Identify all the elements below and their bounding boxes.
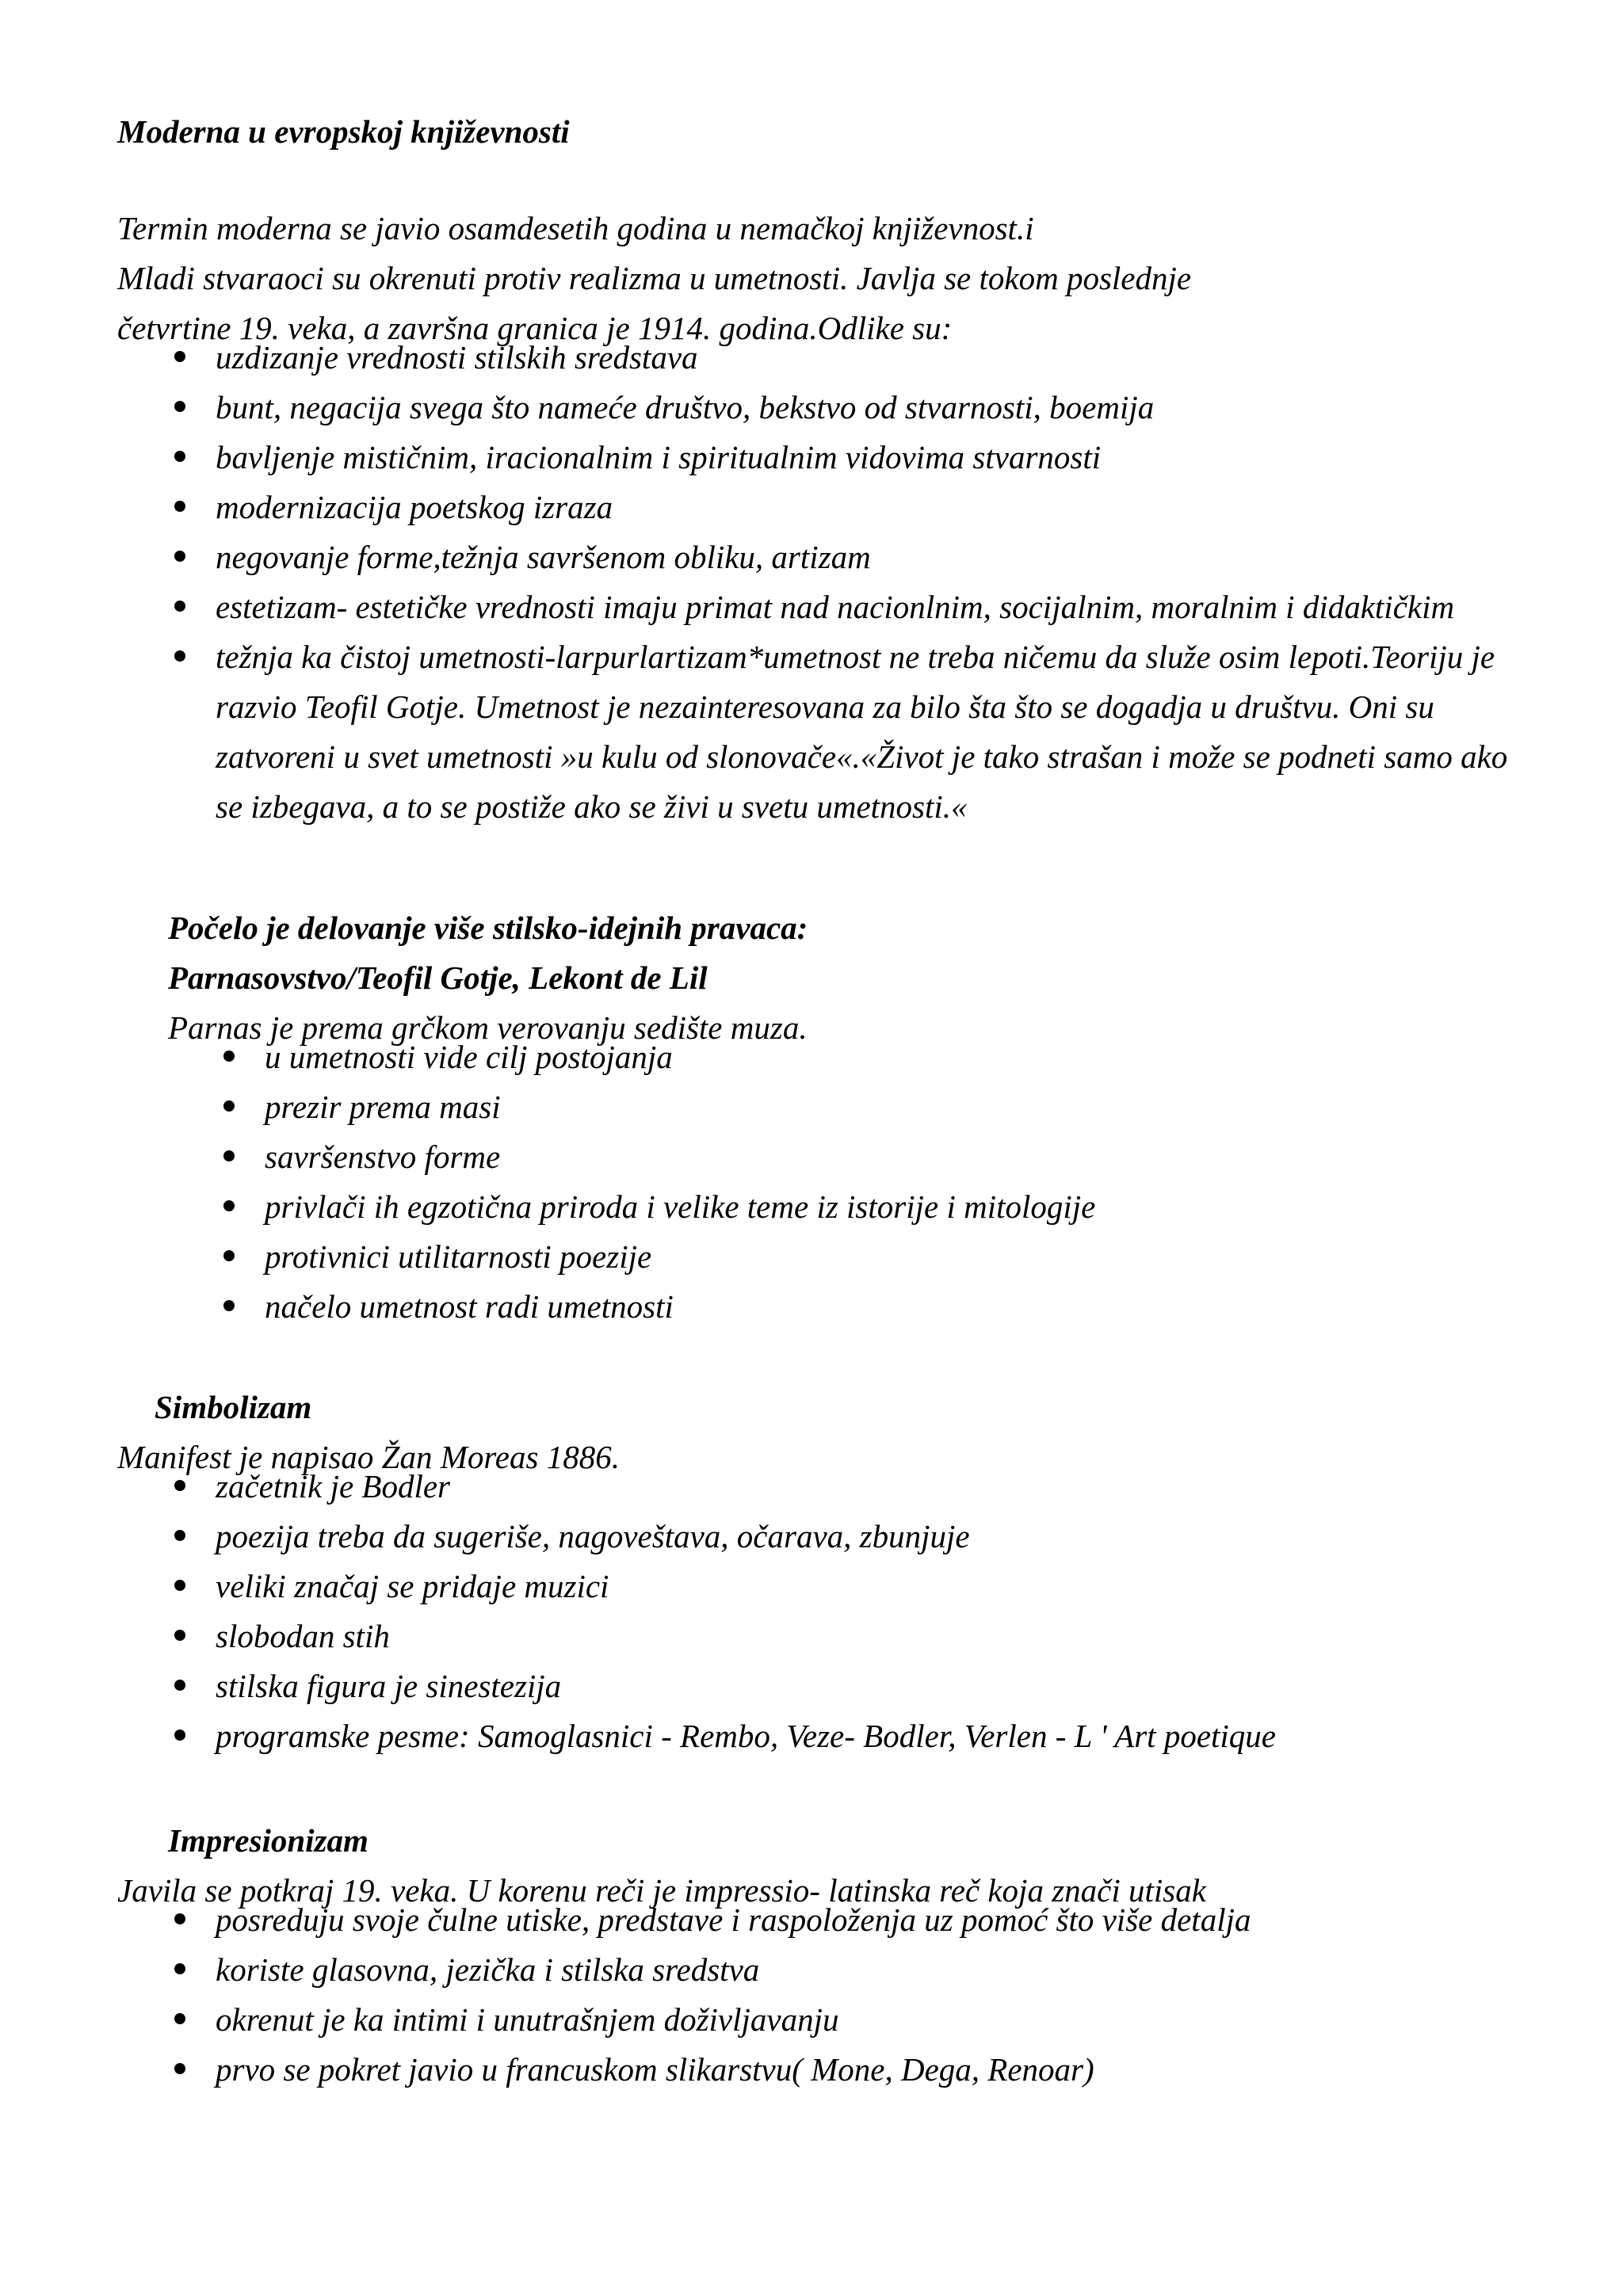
list-item: programske pesme: Samoglasnici - Rembo, Veze- Bodler, Verlen - L ' Art poetique: [216, 1711, 1531, 1761]
list-item: savršenstvo forme: [265, 1132, 1533, 1182]
list-item: prvo se pokret javio u francuskom slikarstvu( Mone, Dega, Renoar): [216, 2045, 1531, 2095]
intro-line-2: Mladi stvaraoci su okrenuti protiv realizma u umetnosti. Javlja se tokom poslednje: [117, 260, 1192, 296]
document-title: Moderna u evropskoj književnosti: [117, 113, 570, 150]
list-item: u umetnosti vide cilj postojanja: [265, 1032, 1533, 1082]
list-item: začetnik je Bodler: [216, 1462, 1531, 1512]
odlike-list: [216, 333, 1531, 832]
list-item: stilska figura je sinestezija: [216, 1661, 1531, 1711]
parnasovstvo-text: Parnas je prema grčkom verovanju sedište muza.: [168, 1009, 808, 1046]
list-item: koriste glasovna, jezička i stilska sredstva: [216, 1945, 1531, 1995]
list-item: posreduju svoje čulne utiske, predstave i raspoloženja uz pomoć što više detalja: [216, 1895, 1531, 1945]
impresionizam-list: [216, 1895, 1531, 2095]
list-item: bavljenje mističnim, iracionalnim i spiritualnim vidovima stvarnosti: [216, 433, 1531, 482]
list-item: estetizam- estetičke vrednosti imaju primat nad nacionlnim, socijalnim, moralnim i didaktičkim: [216, 582, 1531, 632]
list-item: negovanje forme,težnja savršenom obliku, artizam: [216, 532, 1531, 582]
intro-line-1: Termin moderna se javio osamdesetih godina u nemačkoj književnost.i: [117, 210, 1034, 246]
list-item: privlači ih egzotična priroda i velike teme iz istorije i mitologije: [265, 1182, 1533, 1232]
list-item: slobodan stih: [216, 1611, 1531, 1661]
list-item: poezija treba da sugeriše, nagoveštava, očarava, zbunjuje: [216, 1512, 1531, 1562]
simbolizam-text: Manifest je napisao Žan Moreas 1886.: [117, 1439, 620, 1475]
list-item: bunt, negacija svega što nameće društvo, bekstvo od stvarnosti, boemija: [216, 383, 1531, 433]
impresionizam-heading: Impresionizam: [168, 1822, 369, 1859]
list-item: modernizacija poetskog izraza: [216, 482, 1531, 532]
simbolizam-list: [216, 1462, 1531, 1761]
list-item: načelo umetnost radi umetnosti: [265, 1282, 1533, 1332]
pravci-heading: Počelo je delovanje više stilsko-idejnih pravaca:: [168, 910, 808, 946]
parnasovstvo-heading: Parnasovstvo/Teofil Gotje, Lekont de Lil: [168, 959, 708, 996]
intro-line-3: četvrtine 19. veka, a završna granica je 1914. godina.Odlike su:: [117, 310, 953, 346]
parnasovstvo-list: [265, 1032, 1533, 1332]
impresionizam-text: Javila se potkraj 19. veka. U korenu reči je impressio- latinska reč koja znači utisak: [117, 1872, 1206, 1909]
list-item: težnja ka čistoj umetnosti-larpurlartizam*umetnost ne treba ničemu da služe osim lepoti.Teoriju je razvio Teofil Gotje. Umetnost je nezainteresovana za bilo šta što se dogadja u društvu. Oni su zatvoreni u svet umetnosti »u kulu od slonovače«.«Život je tako strašan i može se podneti samo ako se izbegava, a to se postiže ako se živi u svetu umetnosti.«: [216, 632, 1531, 832]
list-item: uzdizanje vrednosti stilskih sredstava: [216, 333, 1531, 383]
list-item: veliki značaj se pridaje muzici: [216, 1562, 1531, 1611]
list-item: prezir prema masi: [265, 1082, 1533, 1132]
list-item: protivnici utilitarnosti poezije: [265, 1232, 1533, 1282]
simbolizam-heading: Simbolizam: [155, 1389, 312, 1425]
list-item: okrenut je ka intimi i unutrašnjem doživljavanju: [216, 1995, 1531, 2045]
